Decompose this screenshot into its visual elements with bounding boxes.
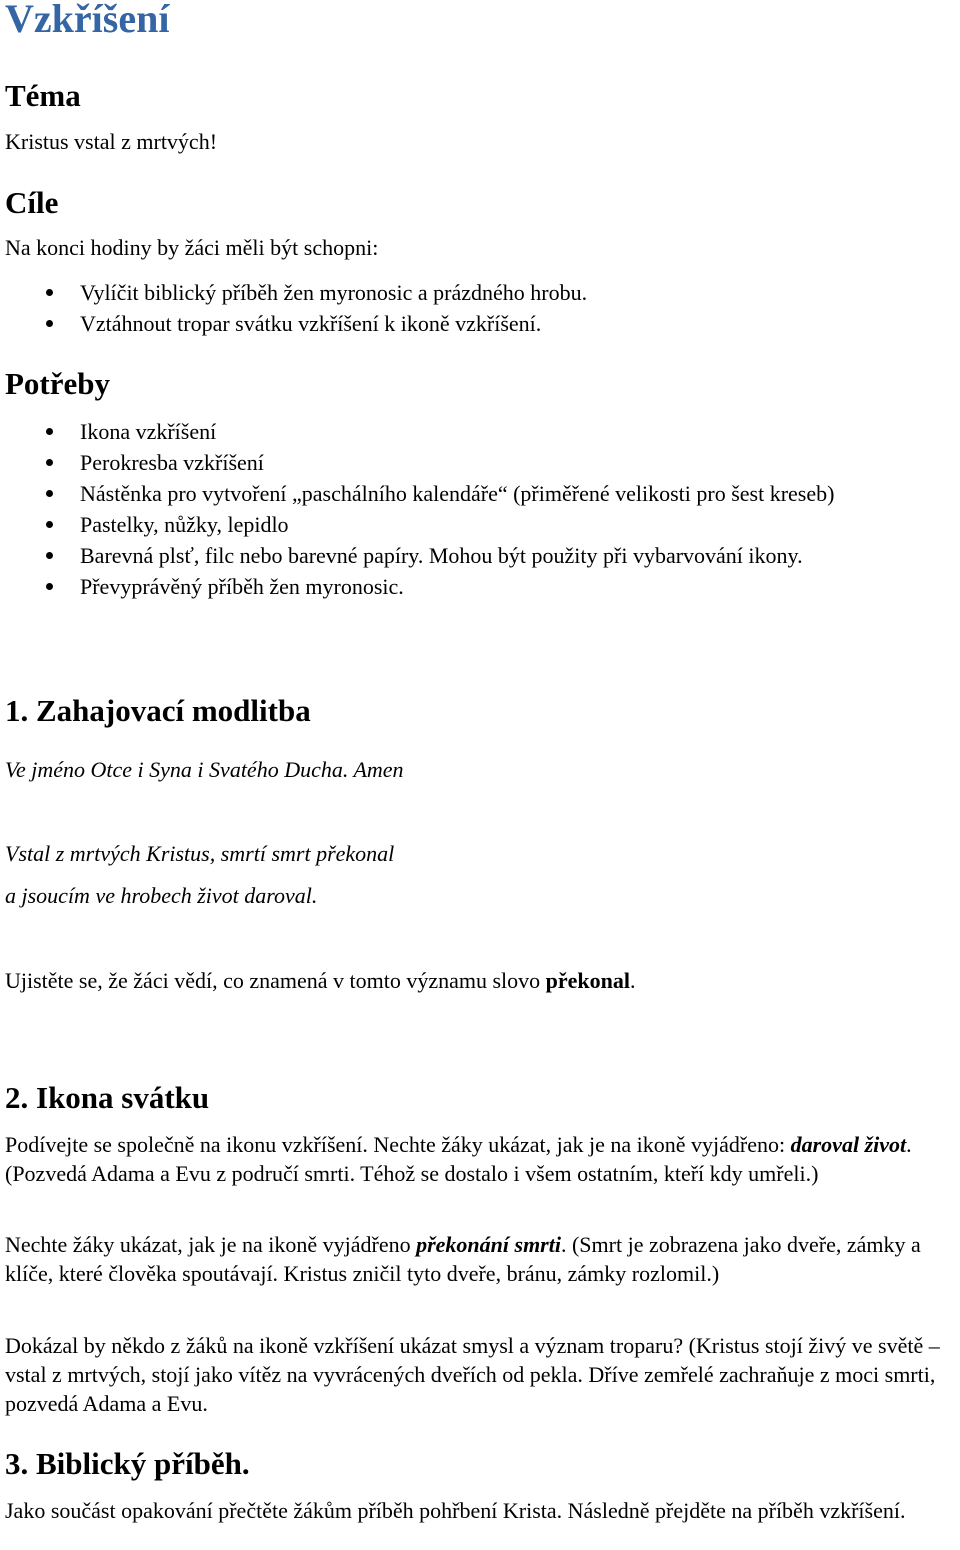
list-item [0, 478, 834, 509]
tema-heading: Téma [5, 78, 81, 113]
bullet-icon [46, 428, 53, 435]
cile-list [0, 277, 587, 339]
list-item-text: Nástěnka pro vytvoření „paschálního kalendáře“ (přiměřené velikosti pro šest kreseb) [80, 481, 835, 506]
list-item [0, 447, 834, 478]
list-item [0, 571, 834, 602]
list-item [0, 277, 587, 308]
list-item-text: Barevná plsť, filc nebo barevné papíry. Mohou být použity při vybarvování ikony. [80, 543, 803, 568]
paragraph-text: . (Smrt je zobrazena jako dveře, zámky a klíče, které člověka spoutávají. Kristus zničil tyto dveře, bránu, zámky rozlomil.) [5, 1232, 921, 1286]
emphasis-text: daroval život [790, 1132, 907, 1157]
paragraph-text: . (Pozvedá Adama a Evu z područí smrti. Téhož se dostalo i všem ostatním, kteří kdy umřeli.) [5, 1132, 912, 1186]
list-item-text: Vztáhnout tropar svátku vzkříšení k ikoně vzkříšení. [80, 311, 542, 336]
list-item-text: Perokresba vzkříšení [80, 450, 264, 475]
list-item [0, 509, 834, 540]
emphasis-text: překonání smrti [416, 1232, 561, 1257]
section1-heading: 1. Zahajovací modlitba [5, 693, 311, 728]
prayer-line-2: Vstal z mrtvých Kristus, smrtí smrt překonal [5, 841, 395, 866]
bullet-icon [46, 289, 53, 296]
note-bold-word: překonal [545, 968, 631, 993]
tema-text: Kristus vstal z mrtvých! [5, 129, 218, 154]
document-title: Vzkříšení [5, 0, 170, 41]
potreby-list [0, 416, 834, 602]
section2-paragraph-1 [5, 1130, 955, 1188]
prayer-line-3: a jsoucím ve hrobech život daroval. [5, 883, 318, 908]
list-item-text: Pastelky, nůžky, lepidlo [80, 512, 289, 537]
cile-heading: Cíle [5, 185, 59, 220]
section1-note [5, 967, 636, 995]
list-item-text: Převyprávěný příběh žen myronosic. [80, 574, 404, 599]
section3-heading: 3. Biblický příběh. [5, 1446, 250, 1481]
list-item [0, 540, 834, 571]
list-item [0, 308, 587, 339]
note-text: Ujistěte se, že žáci vědí, co znamená v tomto významu slovo [5, 968, 546, 993]
list-item-text: Ikona vzkříšení [80, 419, 217, 444]
list-item-text: Vylíčit biblický příběh žen myronosic a prázdného hrobu. [80, 280, 588, 305]
section2-paragraph-2 [5, 1230, 955, 1288]
potreby-heading: Potřeby [5, 366, 111, 401]
section2-heading: 2. Ikona svátku [5, 1080, 210, 1115]
bullet-icon [46, 490, 53, 497]
list-item [0, 416, 834, 447]
bullet-icon [46, 552, 53, 559]
prayer-line-1: Ve jméno Otce i Syna i Svatého Ducha. Amen [5, 757, 404, 782]
section3-paragraph-1: Jako součást opakování přečtěte žákům příběh pohřbení Krista. Následně přejděte na příběh vzkříšení. [5, 1498, 906, 1523]
bullet-icon [46, 583, 53, 590]
bullet-icon [46, 320, 53, 327]
bullet-icon [46, 521, 53, 528]
note-end: . [630, 968, 636, 993]
section2-paragraph-3: Dokázal by někdo z žáků na ikoně vzkříšení ukázat smysl a význam troparu? (Kristus stojí živý ve světě – vstal z mrtvých, stojí jako vítěz na vyvrácených dveřích od pekla. Dříve zemřelé zachraňuje z moci smrti, pozvedá Adama a Evu. [5, 1333, 940, 1416]
paragraph-text: Podívejte se společně na ikonu vzkříšení. Nechte žáky ukázat, jak je na ikoně vyjádřeno: [5, 1132, 791, 1157]
paragraph-text: Nechte žáky ukázat, jak je na ikoně vyjádřeno [5, 1232, 417, 1257]
cile-intro: Na konci hodiny by žáci měli být schopni: [5, 235, 379, 260]
bullet-icon [46, 459, 53, 466]
